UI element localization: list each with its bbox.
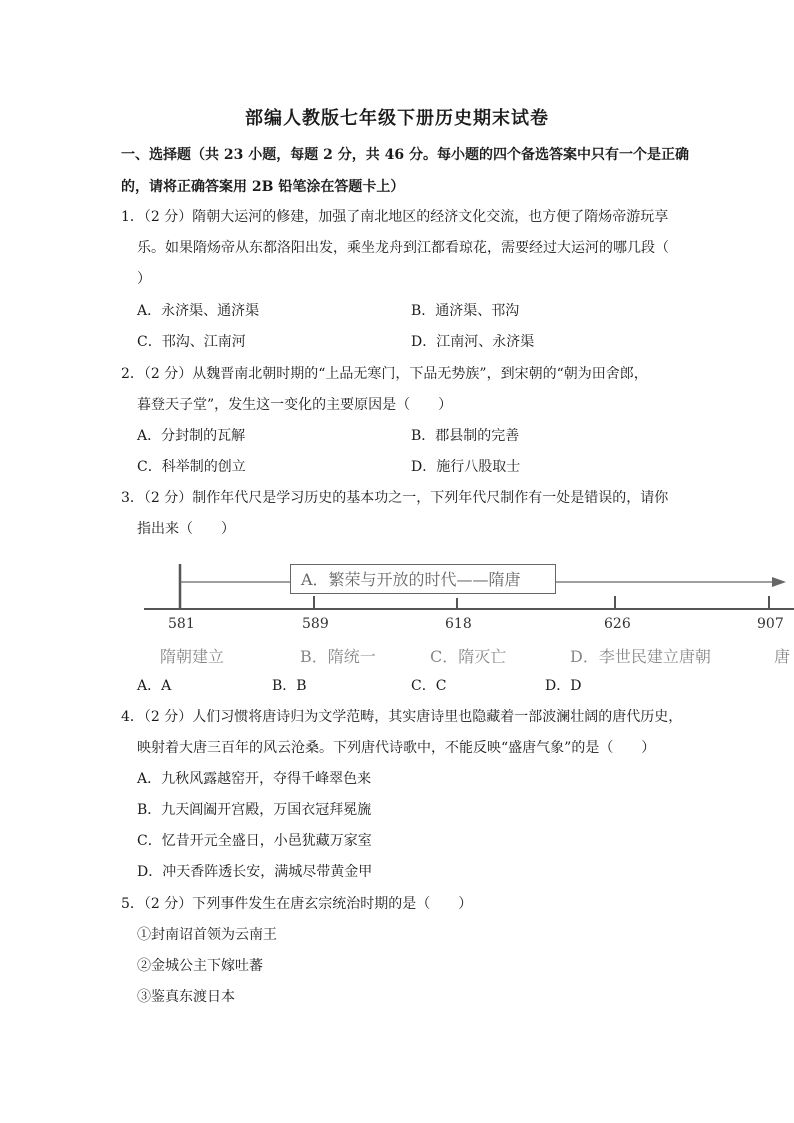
section-instruction-line-2: 的，请将正确答案用 2B 铅笔涂在答题卡上）: [121, 179, 405, 195]
q3-option-d[interactable]: D．D: [545, 678, 582, 694]
timeline-year-589: 589: [302, 616, 329, 632]
q1-option-a[interactable]: A．永济渠、通济渠: [137, 303, 260, 319]
q5-item-2: ②金城公主下嫁吐蕃: [137, 958, 263, 974]
timeline-era-box: A．繁荣与开放的时代——隋唐: [290, 564, 556, 594]
q1-option-c[interactable]: C．邗沟、江南河: [137, 334, 246, 350]
q1-option-d[interactable]: D．江南河、永济渠: [411, 334, 535, 350]
q2-option-b[interactable]: B．郡县制的完善: [411, 428, 520, 444]
q2-stem-line-2: 暮登天子堂”，发生这一变化的主要原因是（ ）: [137, 397, 453, 413]
timeline-label-d: D．李世民建立唐朝: [570, 647, 711, 666]
q4-option-c[interactable]: C．忆昔开元全盛日，小邑犹藏万家室: [137, 833, 372, 849]
q2-stem-line-1: 2．（2 分）从魏晋南北朝时期的“上品无寒门，下品无势族”，到宋朝的“朝为田舍郎，: [121, 366, 648, 382]
q3-stem-line-2: 指出来（ ）: [137, 521, 235, 537]
timeline-year-626: 626: [604, 616, 631, 632]
timeline-year-907: 907: [757, 616, 784, 632]
timeline-label-tang: 唐: [774, 647, 791, 666]
q4-stem-line-2: 映射着大唐三百年的风云沧桑。下列唐代诗歌中，不能反映“盛唐气象”的是（ ）: [137, 740, 656, 756]
timeline-label-c: C．隋灭亡: [430, 647, 507, 666]
timeline-year-618: 618: [445, 616, 472, 632]
q5-item-1: ①封南诏首领为云南王: [137, 927, 277, 943]
timeline-label-b: B．隋统一: [300, 647, 376, 666]
q1-stem-line-2: 乐。如果隋炀帝从东都洛阳出发，乘坐龙舟到江都看琼花，需要经过大运河的哪几段（: [137, 240, 669, 256]
q4-stem-line-1: 4．（2 分）人们习惯将唐诗归为文学范畴，其实唐诗里也隐藏着一部波澜壮阔的唐代历史，: [121, 709, 683, 725]
page-title: 部编人教版七年级下册历史期末试卷: [245, 108, 549, 129]
q5-stem-line-1: 5．（2 分）下列事件发生在唐玄宗统治时期的是（ ）: [121, 896, 473, 912]
q2-option-a[interactable]: A．分封制的瓦解: [137, 428, 246, 444]
q4-option-d[interactable]: D．冲天香阵透长安，满城尽带黄金甲: [137, 864, 373, 880]
timeline-label-sui-founded: 隋朝建立: [160, 647, 225, 666]
q3-option-c[interactable]: C．C: [411, 678, 447, 694]
q3-option-b[interactable]: B．B: [272, 678, 307, 694]
q3-stem-line-1: 3．（2 分）制作年代尺是学习历史的基本功之一，下列年代尺制作有一处是错误的，请你: [121, 490, 669, 506]
q1-option-b[interactable]: B．通济渠、邗沟: [411, 303, 520, 319]
q5-item-3: ③鉴真东渡日本: [137, 989, 235, 1005]
q2-option-d[interactable]: D．施行八股取士: [411, 459, 521, 475]
q1-stem-line-1: 1．（2 分）隋朝大运河的修建，加强了南北地区的经济文化交流，也方便了隋炀帝游玩享: [121, 209, 669, 225]
q2-option-c[interactable]: C．科举制的创立: [137, 459, 246, 475]
q4-option-b[interactable]: B．九天阊阖开宫殿，万国衣冠拜冕旒: [137, 802, 372, 818]
q1-stem-line-3: ）: [137, 271, 151, 287]
q3-option-a[interactable]: A．A: [137, 678, 172, 694]
section-instruction-line-1: 一、选择题（共 23 小题，每题 2 分，共 46 分。每小题的四个备选答案中只有一个是正确: [121, 147, 689, 163]
timeline-year-581: 581: [168, 616, 195, 632]
timeline-figure: [140, 560, 794, 672]
q4-option-a[interactable]: A．九秋风露越窑开，夺得千峰翠色来: [137, 771, 372, 787]
